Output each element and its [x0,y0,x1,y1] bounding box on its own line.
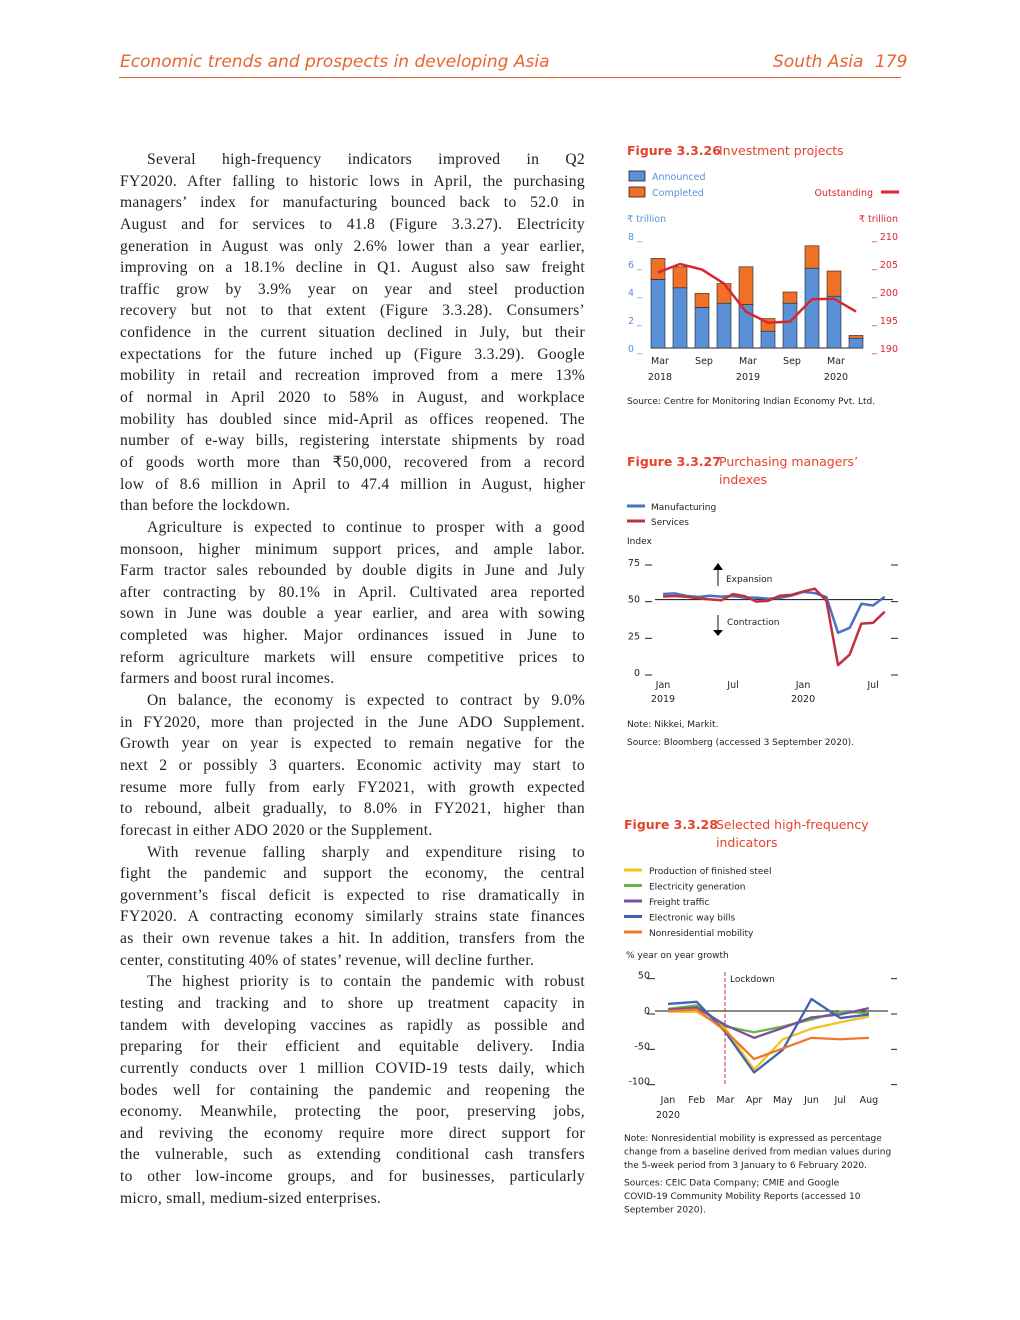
bar-announced [805,268,819,348]
body-line: as their own revenue takes a hit. In addition, transfers from the [120,930,585,948]
bar-announced [673,288,687,348]
y2-tick-label: _ 195 [872,316,898,327]
body-line: center, constituting 40% of states’ revenue, will decline further. [120,951,535,969]
body-line: generation in August was only 2.6% lower than a year earlier, [120,237,585,255]
y-tick-label: 0 [643,1006,650,1017]
legend-label-completed: Completed [652,188,704,199]
legend-label-outstanding: Outstanding [814,188,873,199]
body-line: the vulnerable, such as extending conditional cash transfers [120,1146,585,1164]
body-line: traffic grow by 3.9% year on year and steel production [120,280,585,298]
figure-note-line: September 2020). [624,1205,706,1216]
y-tick-label: 0 [633,668,640,679]
bar-completed [849,335,863,338]
legend-swatch-completed [629,187,645,197]
y-tick-label: -100 [628,1076,650,1088]
body-line: expectations for the future inched up (Figure 3.3.29). Google [120,345,585,363]
body-line: FY2020. After falling to historic lows in April, the purchasing [120,172,585,190]
body-line: Several high-frequency indicators improved in Q2 [147,151,585,168]
body-line: tandem with developing vaccines as rapidly as possible and [120,1016,585,1034]
body-line: bodes well for containing the pandemic and reopening the [120,1081,585,1099]
y-tick-label: 8 _ [628,232,642,243]
y2-tick-label: _ 200 [872,288,898,299]
bar-announced [695,307,709,348]
body-line: mobility has doubled since mid-April as offices reopened. The [120,410,585,428]
bar-announced [827,296,841,348]
bar-completed [827,271,841,296]
body-line: preparing for their efficient and equitable delivery. India [120,1038,585,1056]
figure-number: Figure 3.3.27 [627,454,721,469]
y-axis-label: Index [627,537,652,547]
y-tick-label: 50 [627,594,640,606]
x-tick-label: Jul [867,680,879,691]
body-line: in FY2020, more than projected in the June ADO Supplement. [120,713,585,731]
bar-completed [717,284,731,304]
legend-label-mobility: Nonresidential mobility [649,929,754,939]
body-line: resume more fully from early FY2021, with growth expected [120,778,585,796]
y2-tick-label: _ 205 [872,260,898,271]
y-tick-label: 25 [627,631,640,643]
annotation-contraction: Contraction [727,618,780,628]
figure-note-line: Note: Nonresidential mobility is expressed as percentage [624,1134,882,1144]
body-line: confidence in the current situation declined in July, but their [120,324,585,342]
x-tick-label: Jan [660,1095,676,1106]
y2-tick-label: _ 190 [872,344,898,355]
bar-completed [695,293,709,307]
running-header-section: South Asia [773,52,864,72]
y2-tick-label: _ 210 [872,232,898,243]
figure-title: Purchasing managers’ [719,454,859,469]
x-tick-year: 2018 [647,372,673,383]
figure-title: Selected high-frequency [716,817,869,832]
y-axis-label: % year on year growth [626,951,729,961]
body-line: FY2020. A contracting economy similarly strains state finances [120,908,585,926]
body-line: August and for services to 41.8 (Figure 3.3.27). Electricity [120,215,585,233]
y-tick-label: 75 [627,558,640,569]
x-tick-label: Aug [859,1095,879,1106]
bar-completed [673,267,687,288]
bar-announced [651,279,665,348]
body-line: recovery but not to that extent (Figure 3.3.28). Consumers’ [120,302,585,320]
annotation-lockdown: Lockdown [730,975,775,985]
legend-label-freight: Freight traffic [649,898,710,908]
x-tick-label: Mar [716,1095,735,1106]
body-line: to rebound, albeit gradually, to 8.0% in FY2021, higher than [120,800,585,818]
body-line: and reviving the economy require more direct support for [120,1124,585,1142]
x-tick-label: Mar [827,356,845,367]
body-line: improving on a 18.1% decline in Q1. August also saw freight [120,259,585,277]
body-line: after contracting by 80.1% in April. Cultivated area reported [120,583,585,601]
body-line: completed was higher. Major ordinances issued in June to [120,627,585,645]
running-header-title: Economic trends and prospects in developing Asia [120,52,550,72]
body-line: currently conducts over 1 million COVID-19 tests daily, which [120,1059,585,1077]
body-line: to other low-income groups, and for businesses, particularly [120,1168,585,1186]
x-tick-label: Feb [688,1095,706,1106]
bar-completed [805,246,819,268]
y-tick-label: 4 _ [628,288,642,299]
body-line: of goods worth more than ₹50,000, recovered from a record [120,453,585,471]
bar-completed [783,292,797,303]
body-line: On balance, the economy is expected to contract by 9.0% [147,692,585,710]
figure-note-line: COVID-19 Community Mobility Reports (accessed 10 [624,1192,861,1202]
line-outstanding [658,264,856,323]
figure-note-line: change from a baseline derived from median values during [624,1147,892,1158]
x-tick-label: Mar [739,356,757,367]
figure-source: Source: Centre for Monitoring Indian Economy Pvt. Ltd. [627,397,876,407]
annotation-expansion: Expansion [726,575,773,585]
body-line: With revenue falling sharply and expenditure rising to [147,843,585,861]
figure-source: Source: Bloomberg (accessed 3 September 2020). [627,738,855,748]
legend-label-announced: Announced [652,172,706,183]
legend-label-manufacturing: Manufacturing [651,503,717,513]
body-line: low of 8.6 million in April to 47.4 million in August, higher [120,475,585,493]
right-axis-unit: ₹ trillion [858,214,898,225]
body-line: monsoon, higher minimum support prices, and ample labor. [120,540,585,558]
x-tick-label: Jan [655,680,671,691]
body-line: sown in June was double a year earlier, and area with sowing [120,605,585,623]
figure-title-line2: indexes [719,472,768,487]
body-line: Growth year on year is expected to remain negative for the [120,735,585,753]
bar-announced [849,338,863,348]
body-line: economy. Meanwhile, protecting the poor, preserving jobs, [120,1103,585,1121]
x-tick-label: Jul [727,680,739,691]
body-line: than before the lockdown. [120,497,291,515]
x-tick-label: Jun [804,1095,819,1106]
expansion-arrowhead-icon [713,563,723,570]
body-line: Farm tractor sales rebounded by double digits in June and July [120,562,585,580]
body-line: The highest priority is to contain the pandemic with robust [147,973,585,991]
body-line: testing and tracking and to shore up treatment capacity in [120,994,585,1012]
body-line: of normal in April 2020 to 58% in August, and workplace [120,389,585,407]
legend-label-eway: Electronic way bills [649,913,736,924]
x-tick-label: Sep [783,356,801,367]
body-line: number of e-way bills, registering interstate shipments by road [120,432,585,450]
body-line: government’s fiscal deficit is expected to rise dramatically in [120,886,585,904]
figure-title: Investment projects [719,143,844,158]
bar-announced [717,303,731,348]
bar-completed [739,267,753,305]
body-line: farmers and boost rural incomes. [120,670,335,688]
x-tick-label: Jan [795,680,811,691]
body-line: reform agriculture markets will ensure competitive prices to [120,648,585,666]
body-line: micro, small, medium-sized enterprises. [120,1189,382,1207]
page-number: 179 [875,52,908,72]
contraction-arrowhead-icon [713,630,723,636]
x-tick-year: 2020 [823,372,849,383]
legend-swatch-announced [629,171,645,181]
x-tick-year: 2020 [790,694,816,705]
y-tick-label: 0 _ [628,344,642,355]
x-tick-year: 2019 [735,372,761,383]
bar-announced [761,331,775,348]
body-line: forecast in either ADO 2020 or the Supplement. [120,821,433,839]
x-tick-label: Mar [651,356,669,367]
bar-announced [783,303,797,348]
body-line: Agriculture is expected to continue to prosper with a good [147,518,585,536]
body-line: managers’ index for manufacturing bounced back to 52.0 in [120,194,585,212]
body-line: mobility in retail and recreation improved from a mere 13% [120,367,585,385]
y-tick-label: -50 [634,1041,650,1053]
x-tick-label: Apr [745,1095,763,1106]
y-tick-label: 6 _ [628,260,642,271]
x-tick-label: Sep [695,356,713,367]
y-tick-label: 50 [637,970,650,982]
figure-number: Figure 3.3.26 [627,143,721,158]
body-line: next 2 or possibly 3 quarters. Economic activity may start to [120,756,585,774]
legend-label-services: Services [651,518,689,528]
y-tick-label: 2 _ [628,316,642,327]
figure-note-line: the 5-week period from 3 January to 6 February 2020. [624,1161,868,1171]
figure-note: Note: Nikkei, Markit. [627,720,719,730]
x-tick-label: Jul [834,1095,846,1106]
figure-number: Figure 3.3.28 [624,817,718,832]
x-tick-label: May [772,1095,793,1106]
legend-label-steel: Production of finished steel [649,867,772,877]
bar-completed [651,258,665,279]
figure-title-line2: indicators [716,835,778,850]
legend-label-electricity: Electricity generation [649,882,746,893]
left-axis-unit: ₹ trillion [627,214,667,225]
figure-note-line: Sources: CEIC Data Company; CMIE and Google [624,1178,840,1189]
x-tick-year: 2020 [655,1110,681,1121]
x-tick-year: 2019 [650,694,676,705]
body-line: fight the pandemic and support the economy, the central [120,865,585,883]
